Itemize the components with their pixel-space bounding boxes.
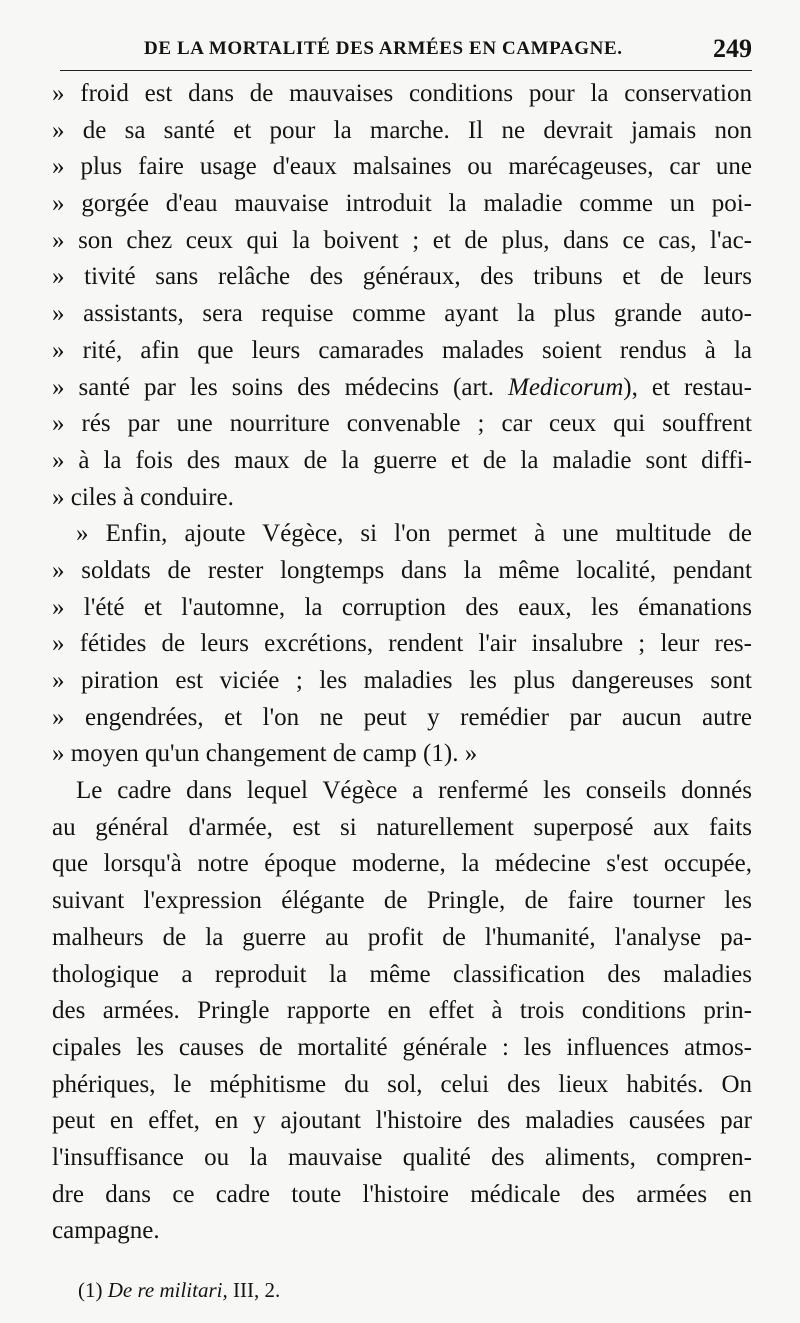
text-line-content: » froid est dans de mauvaises conditions pour la conservation [52, 80, 752, 107]
text-line [52, 186, 752, 223]
text-line [52, 259, 752, 296]
text-line-content: » soldats de rester longtemps dans la même localité, pendant [52, 556, 752, 584]
text-line-content: » rés par une nourriture convenable ; car ceux qui souffrent [52, 410, 752, 438]
text-line [52, 810, 752, 847]
text-line-content: » ciles à conduire. [52, 483, 234, 511]
footnote-marker: (1) [78, 1278, 103, 1302]
text-line [52, 1030, 752, 1067]
footnote [78, 1278, 280, 1303]
running-head [60, 34, 752, 71]
text-line-content: campagne. [52, 1217, 160, 1245]
text-line [52, 76, 752, 113]
text-line [52, 773, 752, 810]
text-line-content: » à la fois des maux de la guerre et de la maladie sont diffi- [52, 446, 752, 474]
text-line-content: » plus faire usage d'eaux malsaines ou marécageuses, car une [52, 153, 752, 181]
text-line [52, 480, 752, 517]
text-line [52, 993, 752, 1030]
text-line-content: thologique a reproduit la même classification des maladies [52, 960, 752, 988]
text-line-content: peut en effet, en y ajoutant l'histoire des maladies causées par [52, 1107, 752, 1135]
text-line [52, 920, 752, 957]
footnote-reference: III, 2. [232, 1278, 281, 1302]
text-line-content: » de sa santé et pour la marche. Il ne devrait jamais non [52, 116, 752, 144]
text-line [52, 296, 752, 333]
text-line-content: » fétides de leurs excrétions, rendent l'air insalubre ; leur res- [52, 630, 752, 658]
text-line [52, 846, 752, 883]
italic-term: Medicorum [508, 373, 624, 401]
text-line [52, 406, 752, 443]
text-line-content: » l'été et l'automne, la corruption des eaux, les émanations [52, 593, 752, 621]
text-line [52, 626, 752, 663]
text-line-content: » moyen qu'un changement de camp (1). » [52, 740, 478, 768]
body-text [52, 76, 752, 1250]
text-line-content: » assistants, sera requise comme ayant la plus grande auto- [52, 300, 752, 328]
text-line-content: » son chez ceux qui la boivent ; et de plus, dans ce cas, l'ac- [52, 226, 752, 254]
text-line-content: Le cadre dans lequel Végèce a renfermé les conseils donnés [76, 777, 752, 805]
text-line [52, 113, 752, 150]
text-line [52, 1103, 752, 1140]
text-line-content: » piration est viciée ; les maladies les plus dangereuses sont [52, 667, 752, 694]
text-line [52, 1067, 752, 1104]
text-line [52, 553, 752, 590]
footnote-source: De re militari, [107, 1278, 228, 1302]
text-line-content: » gorgée d'eau mauvaise introduit la maladie comme un poi- [52, 190, 752, 218]
text-line-content: dre dans ce cadre toute l'histoire médicale des armées en [52, 1180, 752, 1208]
text-line-content: l'insuffisance ou la mauvaise qualité des aliments, compren- [52, 1143, 752, 1171]
text-line [52, 516, 752, 553]
text-line-content: » Enfin, ajoute Végèce, si l'on permet à une multitude de [76, 520, 752, 548]
text-line [52, 1213, 752, 1250]
text-line [52, 1177, 752, 1214]
text-line-content: au général d'armée, est si naturellement superposé aux faits [52, 813, 752, 841]
text-line [52, 149, 752, 186]
running-head-title: DE LA MORTALITÉ DES ARMÉES EN CAMPAGNE. [144, 38, 623, 59]
page-number: 249 [713, 34, 752, 63]
text-line-content: que lorsqu'à notre époque moderne, la médecine s'est occupée, [52, 850, 752, 878]
text-line [52, 590, 752, 627]
text-line [52, 736, 752, 773]
text-line [52, 883, 752, 920]
text-line [52, 1140, 752, 1177]
text-line [52, 700, 752, 737]
text-line-content: » tivité sans relâche des généraux, des tribuns et de leurs [52, 263, 752, 291]
text-line-content: » santé par les soins des médecins (art. Medicorum), et restau- [52, 373, 752, 401]
text-line-content: suivant l'expression élégante de Pringle, de faire tourner les [52, 887, 752, 915]
text-line-content: des armées. Pringle rapporte en effet à trois conditions prin- [52, 997, 752, 1025]
text-line-content: » rité, afin que leurs camarades malades soient rendus à la [52, 336, 752, 364]
text-line [52, 443, 752, 480]
text-line [52, 370, 752, 407]
text-line [52, 223, 752, 260]
text-line-content: phériques, le méphitisme du sol, celui des lieux habités. On [52, 1070, 752, 1098]
text-line [52, 663, 752, 700]
text-line-content: » engendrées, et l'on ne peut y remédier par aucun autre [52, 703, 752, 731]
text-line [52, 957, 752, 994]
text-line-content: malheurs de la guerre au profit de l'humanité, l'analyse pa- [52, 923, 752, 951]
text-line-content: cipales les causes de mortalité générale : les influences atmos- [52, 1033, 752, 1061]
text-line [52, 333, 752, 370]
